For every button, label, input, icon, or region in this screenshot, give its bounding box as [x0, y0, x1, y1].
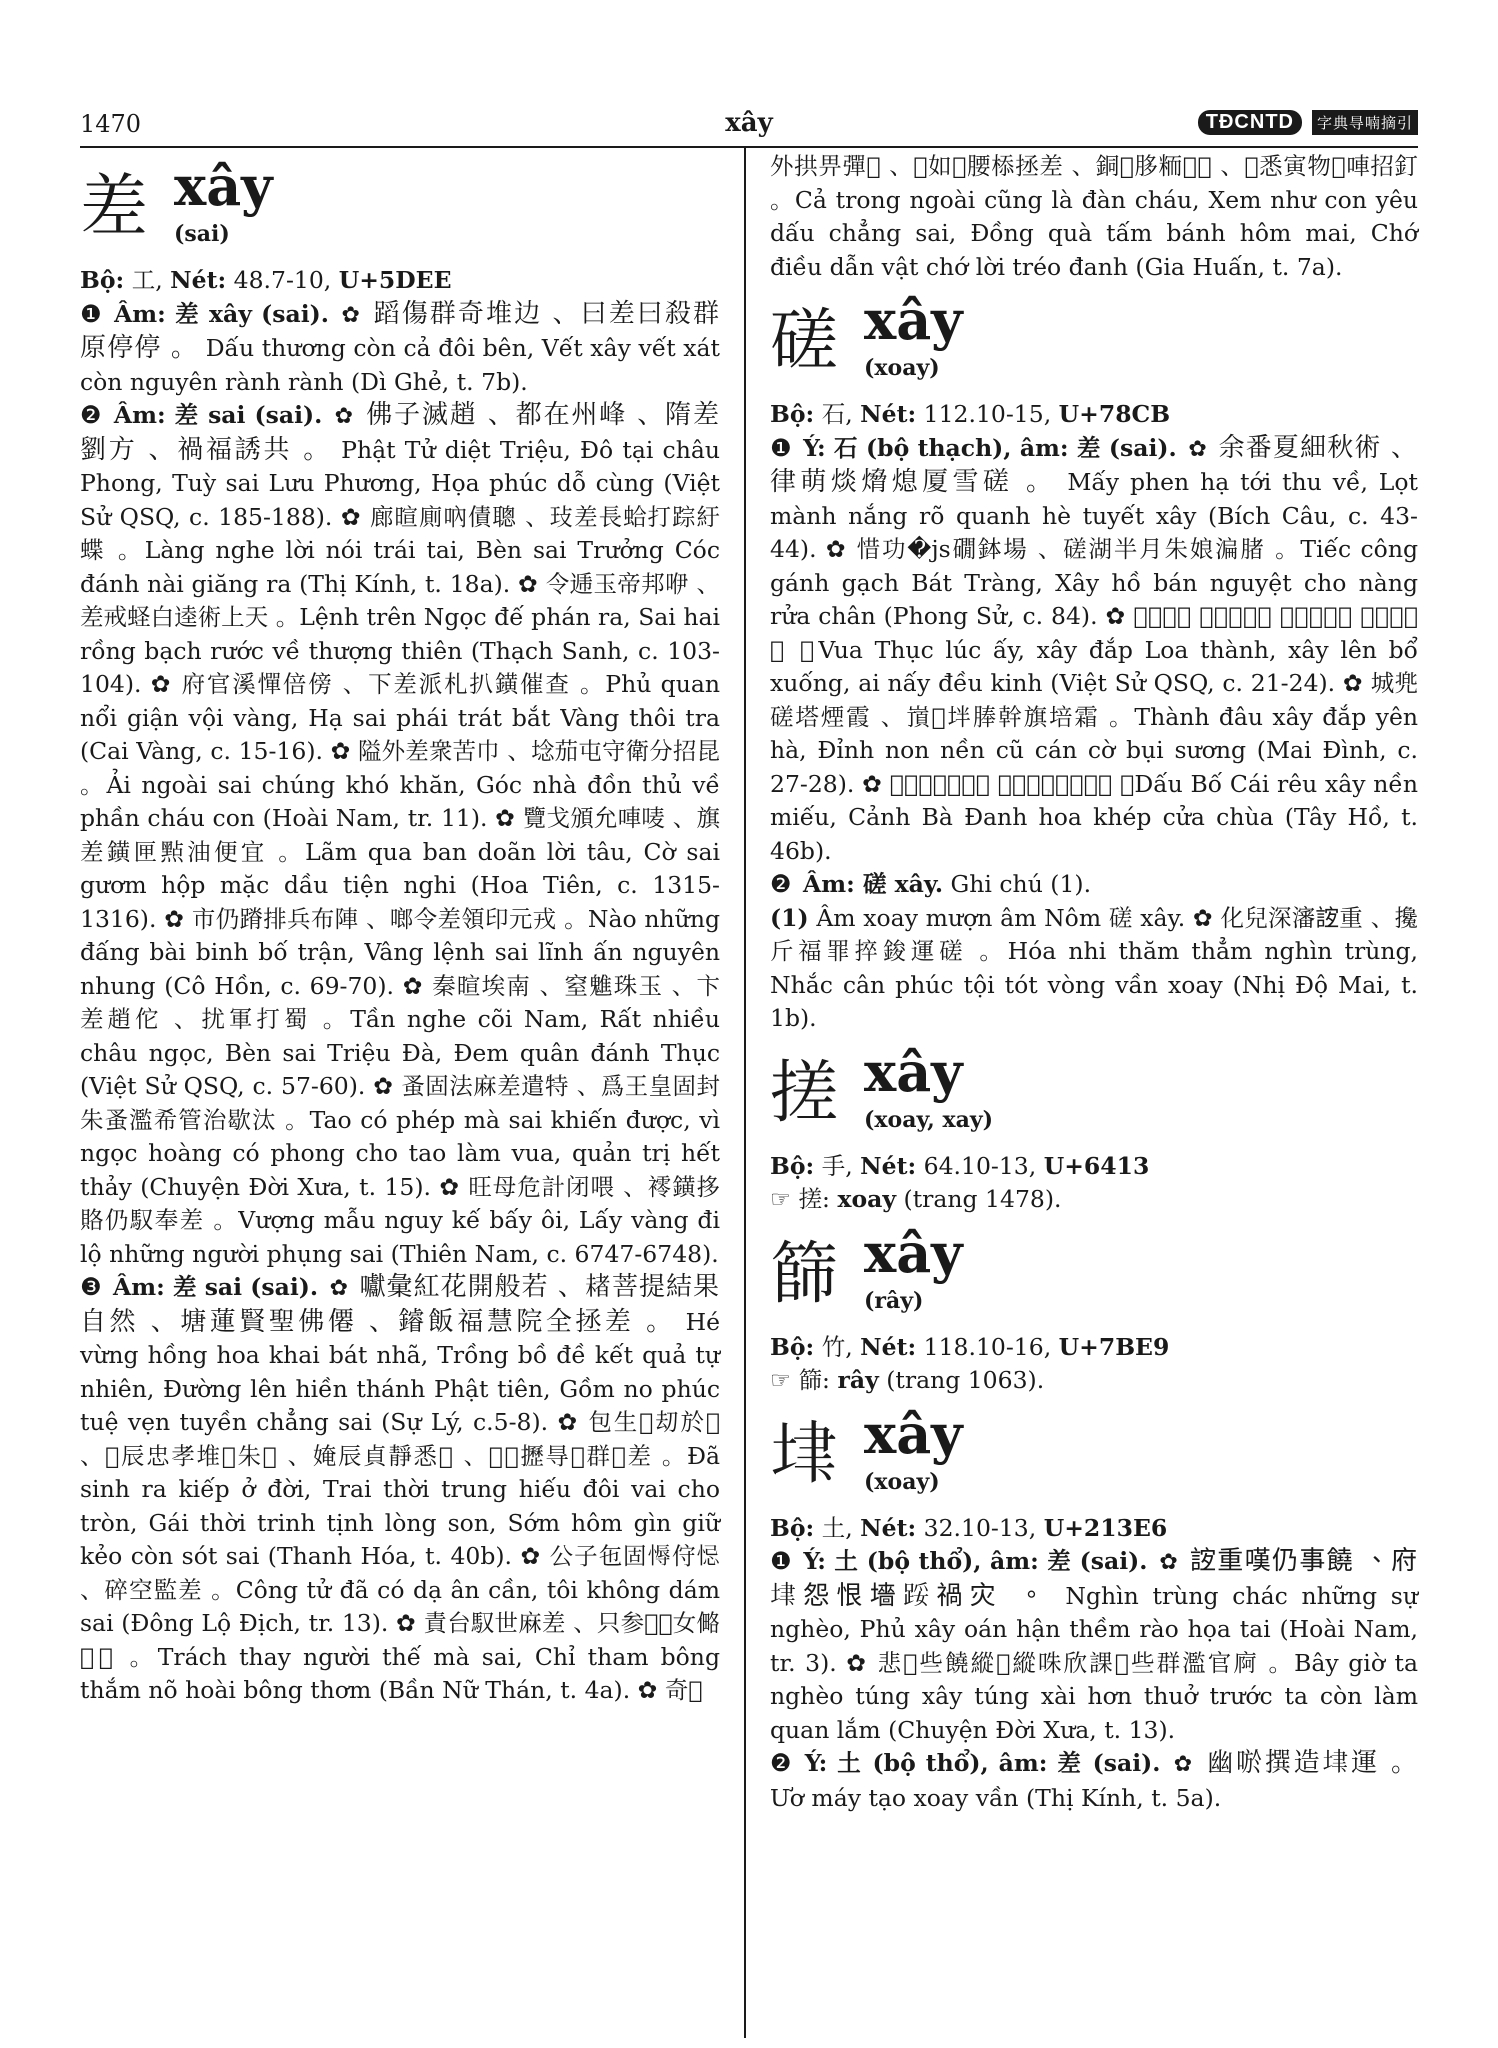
entry-reading: (xoay) [864, 1468, 940, 1495]
nom-quote: 囐彙紅花開般若 、𣗓菩提結果自然 、塘蓮賢聖佛僊 、䥧飯福慧院全拯差 。 [80, 1272, 721, 1337]
entry-meta [770, 1150, 1418, 1184]
sense-number: ❶ [80, 299, 102, 328]
sense-head: Âm: 差 sai (sai). [113, 1273, 319, 1301]
footnote-text: Âm xoay mượn âm Nôm 磋 xây. ✿ 化兒深瀋𧧼重 、攙斤福罪捽鋑運磋 。Hóa nhi thăm thẳm nghìn trùng, Nhắc cân phúc tội tót vòng vần xoay (Nhị Độ Mai, t. 1b). [770, 903, 1418, 1032]
unicode-code: U+7BE9 [1058, 1332, 1170, 1361]
net-value: 118.10-16, [923, 1332, 1052, 1361]
net-value: 32.10-13, [923, 1513, 1037, 1542]
entry-character: 搓 [770, 1053, 839, 1133]
sense-1 [80, 298, 720, 400]
see-char: 搓: [798, 1185, 830, 1213]
sense-text: Nghìn trùng chác những sự nghèo, Phủ xây oán hận thềm rào họa tai (Hoài Nam, tr. 3). ✿ 悲𣉹些饒縱𡋶縱咮欣課𣈜些群濫官㢌 。Bây giờ ta nghèo túng xây túng xài hơn thuở trước ta còn làm quan lắm (Chuyện Đời Xưa, t. 13). [770, 1581, 1418, 1744]
logo-text: TĐCNTD [1198, 110, 1302, 135]
flower-icon: ✿ [1188, 436, 1207, 462]
bo-value: 竹, [821, 1332, 853, 1361]
cross-reference[interactable] [770, 1183, 1418, 1217]
net-label: Nét: [860, 400, 917, 428]
entry-head [770, 1221, 1418, 1331]
left-column [80, 150, 720, 1708]
entry-reading: (sai) [174, 221, 230, 247]
sense-head: Âm: 差 xây (sai). [114, 299, 329, 328]
nom-quote: 幽唹撰造𡋶運 。 [1207, 1748, 1418, 1778]
sense-text: Dấu thương còn cả đôi bên, Vết xây vết xát còn nguyên rành rành (Dì Ghẻ, t. 7b). [80, 334, 720, 396]
sense-1 [770, 432, 1418, 869]
entry-meta [770, 398, 1418, 432]
sense-head: Ý: 石 (bộ thạch), âm: 差 (sai). [803, 433, 1177, 462]
flower-icon: ✿ [1159, 1550, 1179, 1575]
running-title: xây [725, 108, 773, 138]
bo-value: 工, [131, 266, 163, 294]
sense-text: Mấy phen hạ tới thu về, Lọt mành nắng rõ quanh hè tuyết xây (Bích Câu, c. 43-44). ✿ 惜功�js礀鉢場 、磋湖半月朱娘㴜䐗 。Tiếc công gánh gạch Bát Tràng, Xây hồ bán nguyệt cho nàng rửa chân (Phong Sử, c. 84). ✿ 𥫇蜀𣋚意 、磋搭螺城 、磋蓮𥙪䡗 、埃乃調驚 。Vua Thục lúc ấy, xây đắp Loa thành, xây lên bổ xuống, ai nấy đều kinh (Việt Sử QSQ, c. 21-24). ✿ 城兠磋塔煙霞 、嵿𡶀坢䏾幹旗培霜 。Thành đâu xây đắp yên hà, Đỉnh non nền cũ cán cờ bụi sương (Mai Đình, c. 27-28). ✿ 𨀈布丐蘧磋𡑝廟 、景婆釘花捌闡厨 。Dấu Bố Cái rêu xây nền miếu, Cảnh Bà Đanh hoa khép cửa chùa (Tây Hồ, t. 46b). [770, 468, 1418, 865]
net-label: Nét: [860, 1151, 917, 1180]
entry-reading: (xoay, xay) [864, 1106, 994, 1133]
nom-quote: 佛子滅趙 、都在州峰 、隋差劉方 、禍福誘共 。 [80, 400, 720, 465]
sense-text: Ghi chú (1). [950, 870, 1092, 898]
entry-meta [80, 264, 720, 298]
bo-label: Bộ: [770, 1151, 815, 1180]
entry-head [770, 1402, 1418, 1512]
entry-quoc-ngu: xây [864, 1220, 963, 1285]
net-value: 48.7-10, [233, 266, 332, 294]
page-number: 1470 [80, 110, 142, 138]
publisher-logo [1198, 110, 1418, 135]
bo-value: 土, [821, 1513, 853, 1542]
continuation-text: 外拱畀彈𤀗 、𥄭如𧜖腰㮇拯差 、銅𩜀䏧粫𧡊𥋳 、𦖑悉寅物𦖑唓招釘 。Cả trong ngoài cũng là đàn cháu, Xem như con yêu dấu chẳng sai, Đồng quà tấm bánh hôm mai, Chớ điều dẫn vật chớ lời tréo đanh (Gia Huấn, t. 7a). [770, 152, 1418, 281]
sense-head: Âm: 磋 xây. [803, 870, 944, 898]
footnote [770, 902, 1418, 1036]
sense-1 [770, 1545, 1418, 1747]
sense-number: ❶ [770, 433, 792, 462]
right-column [770, 150, 1418, 1815]
bo-label: Bộ: [770, 400, 815, 428]
nom-quote: 𧧼重嘆仍事饒 、府𡋶怨恨墻𨁡禍灾 。 [770, 1546, 1418, 1611]
entry-character: 差 [80, 168, 149, 247]
flower-icon: ✿ [341, 302, 362, 328]
sense-text: Phật Tử diệt Triệu, Đô tại châu Phong, Tuỳ sai Lưu Phương, Họa phúc dỗ cùng (Việt Sử QSQ, c. 185-188). ✿ 廊暄廁吶債聰 、㺳差長蛤打踪紆蝶 。Làng nghe lời nói trái tai, Bèn sai Trưởng Cóc đánh nài giăng ra (Thị Kính, t. 18a). ✿ 令逓玉帝邦咿 、差戒蛏白逵術上天 。Lệnh trên Ngọc đế phán ra, Sai hai rồng bạch rước về thượng thiên (Thạch Sanh, c. 103-104). ✿ 府官溪憚倍傍 、下差派札扒鐄催查 。Phủ quan nổi giận vội vàng, Hạ sai phái trát bắt Vàng thôi tra (Cai Vàng, c. 15-16). ✿ 隘外差衆苦巾 、埝茄屯守衛分招昆 。Ải ngoài sai chúng khó khăn, Góc nhà đồn thủ về phần cháu con (Hoài Nam, tr. 11). ✿ 覽戈頒允唓唛 、旗差鐄匣㸃油便宜 。Lãm qua ban doãn lời tâu, Cờ sai gươm hộp mặc dầu tiện nghi (Hoa Tiên, c. 1315-1316). ✿ 市仍蹐排兵布陣 、啷令差領印元戎 。Nào những đấng bài binh bố trận, Vâng lệnh sai lĩnh ấn nguyên nhung (Cô Hồn, c. 69-70). ✿ 秦暄埃南 、窒魋珠玉 、卞差趙佗 、扰軍打蜀 。Tần nghe cõi Nam, Rất nhiều châu ngọc, Bèn sai Triệu Đà, Đem quân đánh Thục (Việt Sử QSQ, c. 57-60). ✿ 蚤固法麻差遣特 、爲王皇固封朱蚤濫希管治歇汰 。Tao có phép mà sai khiến được, vì ngọc hoàng có phong cho tao làm vua, quản trị hết thảy (Chuyện Đời Xưa, t. 15). ✿ 旺母危計闭喂 、䙥鐄拸賂仍馭奉差 。Vượng mẫu nguy kế bấy ôi, Lấy vàng đi lộ những người phụng sai (Thiên Nam, c. 6747-6748). [80, 435, 720, 1268]
unicode-code: U+5DEE [338, 266, 452, 294]
column-divider [744, 148, 746, 2038]
unicode-code: U+213E6 [1043, 1513, 1168, 1542]
sense-number: ❷ [770, 870, 792, 898]
sense-number: ❷ [80, 401, 102, 429]
see-page: (trang 1063). [886, 1366, 1045, 1394]
entry-character: 𡋶 [770, 1415, 839, 1495]
sense-number: ❶ [770, 1547, 792, 1575]
entry-meta [770, 1331, 1418, 1365]
bo-value: 石, [821, 400, 853, 428]
entry-quoc-ngu: xây [864, 1401, 963, 1466]
sense-head: Ý: 土 (bộ thổ), âm: 差 (sai). [803, 1547, 1148, 1575]
logo-seal: 字典㝵喃摘引 [1312, 110, 1418, 135]
see-word: rây [837, 1366, 879, 1394]
net-label: Nét: [860, 1513, 917, 1542]
entry-quoc-ngu: xây [864, 288, 963, 352]
pointing-hand-icon: ☞ [770, 1185, 792, 1213]
nom-quote: 蹈傷群奇堆边 、曰差曰殺群原停停 。 [80, 298, 720, 363]
sense-number: ❸ [80, 1273, 102, 1301]
sense-2 [770, 1747, 1418, 1815]
see-char: 篩: [798, 1366, 830, 1394]
entry-head [770, 1040, 1418, 1150]
sense-text: Hé vừng hồng hoa khai bát nhã, Trồng bồ đề kết quả tự nhiên, Đường lên hiền thánh Phật tiên, Gồm no phúc tuệ vẹn tuyền chẳng sai (Sự Lý, c.5-8). ✿ 包生𡗶刧於𣈜 、𤳆辰忠孝堆𨉟朱𡓮 、㛪辰貞靜悉𦀊 、𠸗𠸗攊㝵𡠣群𢚸差 。Đã sinh ra kiếp ở đời, Trai thời trung hiếu đôi vai cho tròn, Gái thời trinh tịnh lòng son, Sớm hôm gìn giữ kẻo còn sót sai (Thanh Hóa, t. 40b). ✿ 公子㐌固𢟹㑏𢚁 、碎空監差 。Công tử đã có dạ ân cần, tôi không dám sai (Đông Lộ Địch, tr. 13). ✿ 責台馭世麻差 、只参𦹵𦽰女㑼𦹵𦹳 。Trách thay người thế mà sai, Chỉ tham bông thắm nõ hoài bông thơm (Bần Nữ Thán, t. 4a). ✿ 奇𨉓 [80, 1307, 720, 1704]
sense-3 [80, 1271, 720, 1708]
pointing-hand-icon: ☞ [770, 1366, 792, 1394]
net-label: Nét: [860, 1332, 917, 1361]
sense-number: ❷ [770, 1749, 792, 1777]
entry-quoc-ngu: xây [174, 154, 273, 218]
unicode-code: U+78CB [1058, 400, 1171, 428]
see-word: xoay [837, 1185, 897, 1213]
net-label: Nét: [170, 266, 227, 294]
entry-character: 磋 [770, 302, 839, 381]
nom-quote: 余番夏細秋術 、律萌㷋熁熄厦雪磋 。 [770, 432, 1418, 497]
net-value: 112.10-15, [923, 400, 1052, 428]
sense-head: Âm: 差 sai (sai). [113, 401, 323, 429]
cross-reference[interactable] [770, 1364, 1418, 1398]
flower-icon: ✿ [334, 404, 354, 429]
entry-head [770, 288, 1418, 398]
entry-quoc-ngu: xây [864, 1039, 963, 1104]
footnote-label: (1) [770, 903, 809, 932]
header-rule [80, 146, 1418, 148]
entry-character: 篩 [770, 1234, 839, 1314]
bo-label: Bộ: [80, 266, 125, 294]
bo-value: 手, [821, 1151, 853, 1180]
net-value: 64.10-13, [923, 1151, 1037, 1180]
page-header [80, 104, 1418, 144]
sense-2 [770, 868, 1418, 902]
entry-reading: (xoay) [864, 355, 940, 381]
entry-meta [770, 1512, 1418, 1546]
flower-icon: ✿ [1173, 1752, 1194, 1777]
see-page: (trang 1478). [903, 1185, 1062, 1213]
unicode-code: U+6413 [1043, 1151, 1150, 1180]
flower-icon: ✿ [329, 1276, 349, 1301]
entry-head [80, 154, 720, 264]
sense-2 [80, 399, 720, 1271]
entry-reading: (rây) [864, 1287, 924, 1314]
bo-label: Bộ: [770, 1513, 815, 1542]
sense-text: Ươ máy tạo xoay vần (Thị Kính, t. 5a). [770, 1783, 1222, 1812]
sense-head: Ý: 土 (bộ thổ), âm: 差 (sai). [804, 1749, 1161, 1777]
bo-label: Bộ: [770, 1332, 815, 1361]
